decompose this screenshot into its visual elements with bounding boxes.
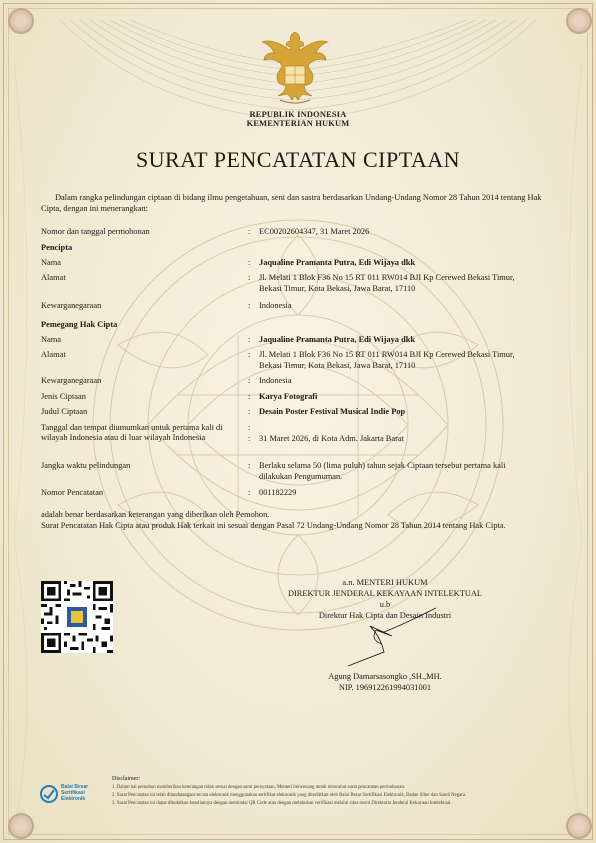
closing-line-1: adalah benar berdasarkan keterangan yang diberikan oleh Pemohon.: [41, 510, 270, 519]
tanggal-tempat-value: 31 Maret 2026, di Kota Adm. Jakarta Barat: [259, 434, 404, 443]
pencipta-kewarganegaraan-value: Indonesia: [259, 301, 292, 310]
nomor-pencatatan-value: 001182229: [259, 488, 297, 497]
signatory-name: Agung Damarsasongko ,SH.,MH.: [328, 672, 442, 681]
nomor-pencatatan-label: Nomor Pencatatan: [41, 488, 104, 497]
judul-ciptaan-label: Judul Ciptaan: [41, 407, 88, 416]
jenis-ciptaan-label: Jenis Ciptaan: [41, 392, 86, 401]
colon: :: [248, 301, 251, 310]
signature-line-3: u.b: [379, 600, 391, 609]
signature-line-2: DIREKTUR JENDERAL KEKAYAAN INTELEKTUAL: [287, 589, 483, 598]
signature-line-4: Direktur Hak Cipta dan Desain Industri: [318, 611, 452, 620]
colon: :: [248, 407, 251, 416]
pemegang-heading: Pemegang Hak Cipta: [41, 320, 118, 329]
qr-code[interactable]: [41, 581, 113, 653]
colon: :: [248, 376, 251, 385]
pencipta-alamat-label: Alamat: [41, 273, 66, 282]
pemegang-kewarganegaraan-value: Indonesia: [259, 376, 292, 385]
colon: :: [248, 227, 251, 236]
pencipta-kewarganegaraan-label: Kewarganegaraan: [41, 301, 102, 310]
pencipta-alamat-value: Jl. Melati 1 Blok F36 No 15 RT 011 RW014 BJI Kp Cerewed Bekasi Timur, Bekasi Timur, Kota Bekasi, Jawa Barat, 17110: [259, 273, 515, 293]
signatory-nip: NIP. 196912261994031001: [338, 683, 432, 692]
nomor-tanggal-label: Nomor dan tanggal permohonan: [41, 227, 150, 236]
bsre-line-1: Balai Besar: [61, 784, 89, 790]
corner-ornament: [566, 813, 592, 839]
corner-ornament: [8, 8, 34, 34]
colon: :: [248, 434, 251, 443]
tanggal-tempat-label: Tanggal dan tempat diumumkan untuk pertama kali di wilayah Indonesia atau di luar wilayah Indonesia: [41, 423, 223, 442]
org-line-republik: REPUBLIK INDONESIA: [249, 110, 347, 119]
colon: :: [248, 273, 251, 282]
colon: :: [248, 423, 251, 432]
jangka-waktu-label: Jangka waktu pelindungan: [41, 461, 131, 470]
colon: :: [248, 335, 251, 344]
corner-ornament: [8, 813, 34, 839]
colon: :: [248, 461, 251, 470]
bsre-line-2: Sertifikasi: [61, 790, 85, 796]
jangka-waktu-value: Berlaku selama 50 (lima puluh) tahun sejak Ciptaan tersebut pertama kali dilakukan Pengumuman.: [259, 461, 506, 481]
pemegang-alamat-label: Alamat: [41, 350, 66, 359]
garuda-emblem-icon: [254, 26, 336, 108]
nomor-tanggal-value: EC00202604347, 31 Maret 2026: [259, 227, 370, 236]
judul-ciptaan-value: Desain Poster Festival Musical Indie Pop: [259, 407, 406, 416]
pemegang-nama-value: Jaqualine Pramanta Putra, Edi Wijaya dkk: [259, 335, 416, 344]
corner-ornament: [566, 8, 592, 34]
pencipta-nama-label: Nama: [41, 258, 61, 267]
closing-line-2: Surat Pencatatan Hak Cipta atau produk Hak terkait ini sesuai dengan Pasal 72 Undang-Undang Nomor 28 Tahun 2014 tentang Hak Cipta.: [41, 521, 506, 530]
colon: :: [248, 488, 251, 497]
org-line-kementerian: KEMENTERIAN HUKUM: [246, 119, 350, 128]
pemegang-alamat-value: Jl. Melati 1 Blok F36 No 15 RT 011 RW014 BJI Kp Cerewed Bekasi Timur, Bekasi Timur, Kota Bekasi, Jawa Barat, 17110: [259, 350, 515, 370]
handwritten-signature: [340, 600, 450, 670]
bsre-line-3: Elektronik: [61, 796, 86, 802]
inner-border: [8, 8, 588, 835]
disclaimer-note-1: 1. Dalam hal pemohon memberikan keterangan tidak sesuai dengan surat pernyataan, Menteri berwenang untuk mencabut surat pencatatan permohonan.: [112, 785, 406, 790]
colon: :: [248, 350, 251, 359]
signature-line-1: a.n. MENTERI HUKUM: [342, 578, 428, 587]
pemegang-nama-label: Nama: [41, 335, 61, 344]
disclaimer-note-2: 2. Surat Pencatatan ini telah ditandatangani secara elektronik menggunakan sertifikat elektronik yang diterbitkan oleh Balai Besar Sertifikasi Elektronik, Badan Siber dan Sandi Negara.: [112, 793, 467, 798]
disclaimer-note-3: 3. Surat Pencatatan ini dapat dibuktikan keasliannya dengan memindai QR Code atau dengan melakukan verifikasi melalui situs resmi Direktorat Jenderal Kekayaan Intelektual.: [112, 801, 452, 806]
jenis-ciptaan-value: Karya Fotografi: [259, 392, 318, 401]
intro-paragraph: Dalam rangka pelindungan ciptaan di bidang ilmu pengetahuan, seni dan sastra berdasarkan Undang-Undang Nomor 28 Tahun 2014 tentang Hak Cipta, dengan ini menerangkan:: [41, 193, 542, 213]
colon: :: [248, 392, 251, 401]
bsre-label: [61, 784, 88, 802]
page-title: SURAT PENCATATAN CIPTAAN: [135, 147, 461, 172]
disclaimer-title: Disclaimer:: [112, 776, 140, 782]
pencipta-heading: Pencipta: [41, 243, 73, 252]
pencipta-nama-value: Jaqualine Pramanta Putra, Edi Wijaya dkk: [259, 258, 416, 267]
colon: :: [248, 258, 251, 267]
pemegang-kewarganegaraan-label: Kewarganegaraan: [41, 376, 102, 385]
